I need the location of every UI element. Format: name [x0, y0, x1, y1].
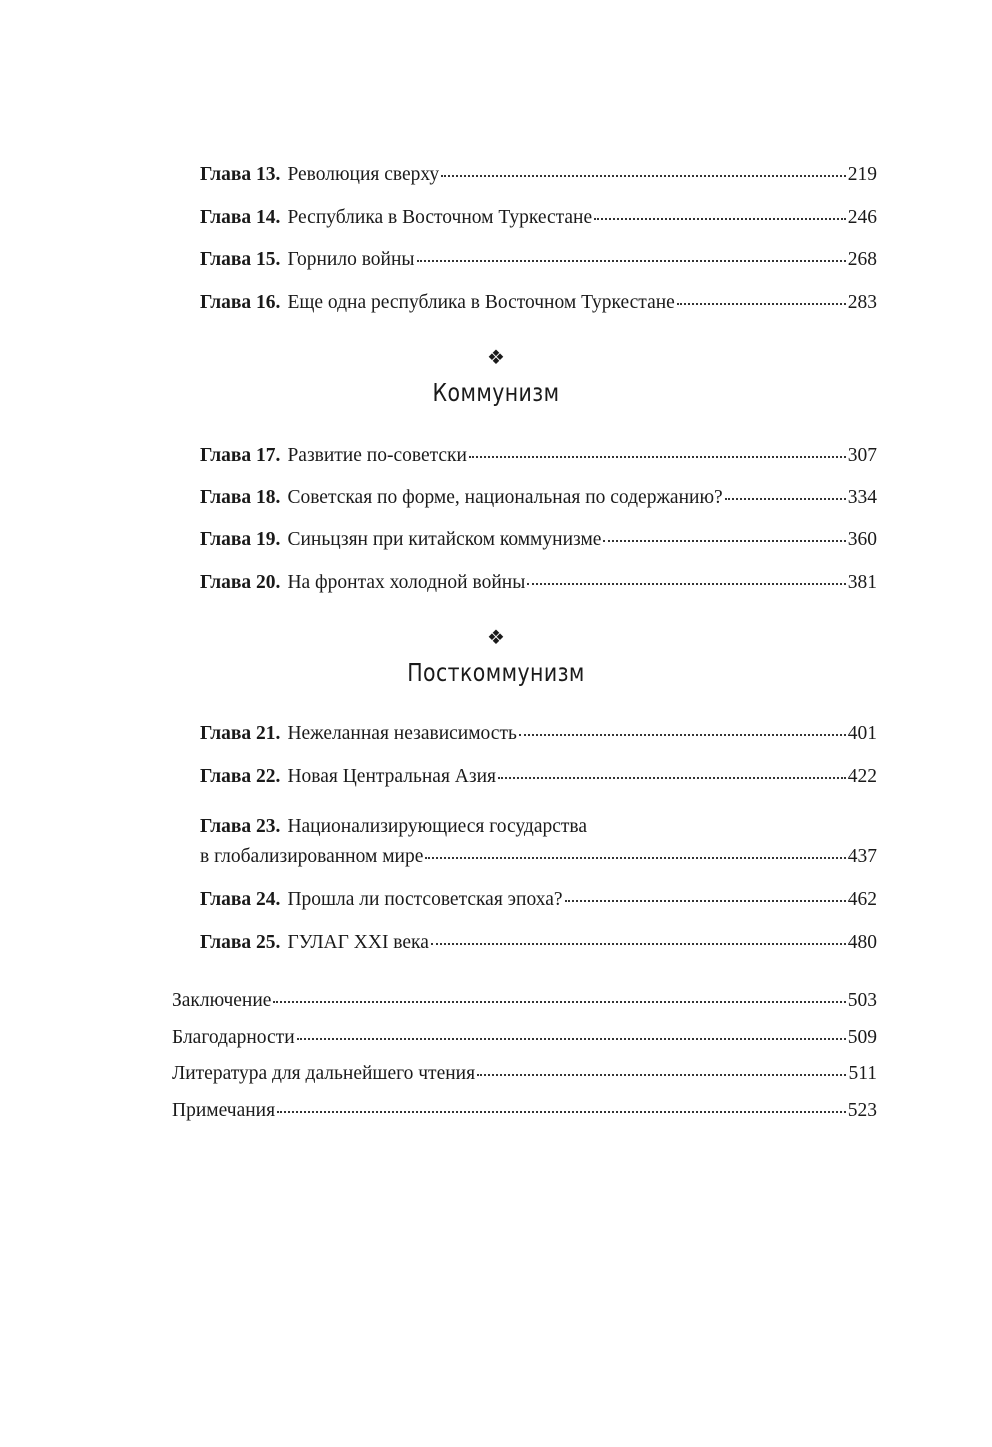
leader-dots — [594, 218, 846, 220]
chapter-line-2 — [200, 842, 877, 872]
page-number: 422 — [847, 766, 877, 787]
toc-entry-ch21[interactable] — [200, 719, 877, 749]
leader-dots — [477, 1074, 846, 1076]
page-number: 219 — [847, 164, 877, 185]
entry-title: Литература для дальнейшего чтения — [172, 1063, 476, 1084]
ornament-icon: ❖ — [487, 625, 505, 649]
chapter-title: Синьцзян при китайском коммунизме — [287, 529, 602, 550]
chapter-title: ГУЛАГ XXI века — [287, 932, 429, 953]
toc-entry-ch18[interactable] — [200, 483, 877, 513]
chapter-label: Глава 24. — [200, 889, 281, 910]
leader-dots — [469, 456, 846, 458]
entry-title: Благодарности — [172, 1027, 295, 1048]
leader-dots — [417, 260, 846, 262]
page-number: 268 — [847, 249, 877, 270]
leader-dots — [519, 734, 846, 736]
chapter-label: Глава 21. — [200, 723, 281, 744]
toc-entry-ch23[interactable] — [200, 812, 877, 872]
chapter-label: Глава 13. — [200, 164, 281, 185]
page-number: 381 — [847, 572, 877, 593]
chapter-label: Глава 16. — [200, 292, 281, 313]
toc-entry-ch13[interactable] — [200, 160, 877, 190]
leader-dots — [297, 1038, 846, 1040]
toc-entry-ch15[interactable] — [200, 245, 877, 275]
leader-dots — [277, 1111, 846, 1113]
chapter-label: Глава 17. — [200, 445, 281, 466]
page-number: 480 — [847, 932, 877, 953]
leader-dots — [603, 540, 845, 542]
entry-title: Примечания — [172, 1100, 276, 1121]
ornament-icon: ❖ — [487, 345, 505, 369]
toc-entry-ch25[interactable] — [200, 928, 877, 958]
leader-dots — [565, 900, 846, 902]
leader-dots — [677, 303, 846, 305]
chapter-title: Новая Центральная Азия — [287, 766, 496, 787]
toc-entry-ch20[interactable] — [200, 568, 877, 598]
page-number: 283 — [847, 292, 877, 313]
toc-entry-ch14[interactable] — [200, 203, 877, 233]
leader-dots — [725, 498, 846, 500]
leader-dots — [425, 857, 845, 859]
toc-entry-ch19[interactable] — [200, 525, 877, 555]
page-number: 511 — [848, 1063, 877, 1084]
chapter-title: Развитие по-советски — [287, 445, 467, 466]
page-number: 462 — [847, 889, 877, 910]
page-number: 503 — [847, 990, 877, 1011]
chapter-title: Горнило войны — [287, 249, 415, 270]
chapter-label: Глава 14. — [200, 207, 281, 228]
toc-entry-ch22[interactable] — [200, 762, 877, 792]
chapter-line-1 — [200, 812, 877, 842]
chapter-label: Глава 15. — [200, 249, 281, 270]
toc-entry-notes[interactable] — [172, 1096, 877, 1126]
chapter-label: Глава 18. — [200, 487, 281, 508]
toc-entry-ch16[interactable] — [200, 288, 877, 318]
toc-entry-ch17[interactable] — [200, 441, 877, 471]
chapter-title: Нежеланная независимость — [287, 723, 517, 744]
chapter-title: Республика в Восточном Туркестане — [287, 207, 593, 228]
page-number: 360 — [847, 529, 877, 550]
chapter-label: Глава 23. — [200, 816, 281, 837]
leader-dots — [431, 943, 846, 945]
toc-entry-conclusion[interactable] — [172, 986, 877, 1016]
chapter-label: Глава 22. — [200, 766, 281, 787]
toc-entry-further-reading[interactable] — [172, 1059, 877, 1089]
page-number: 307 — [847, 445, 877, 466]
leader-dots — [441, 175, 846, 177]
chapter-label: Глава 19. — [200, 529, 281, 550]
entry-title: Заключение — [172, 990, 272, 1011]
leader-dots — [527, 583, 845, 585]
page-number: 509 — [847, 1027, 877, 1048]
toc-entry-ch24[interactable] — [200, 885, 877, 915]
chapter-title-line2: в глобализированном мире — [200, 846, 424, 867]
leader-dots — [498, 777, 846, 779]
chapter-title: Еще одна республика в Восточном Туркестане — [287, 292, 675, 313]
toc-entry-acknowledgements[interactable] — [172, 1023, 877, 1053]
page-number: 437 — [847, 846, 877, 867]
chapter-title: Революция сверху — [287, 164, 440, 185]
section-title-postcommunism: Посткоммунизм — [407, 658, 585, 687]
chapter-title-line1: Национализирующиеся государства — [287, 816, 588, 837]
chapter-label: Глава 25. — [200, 932, 281, 953]
page-number: 246 — [847, 207, 877, 228]
chapter-title: Советская по форме, национальная по содержанию? — [287, 487, 723, 508]
chapter-title: На фронтах холодной войны — [287, 572, 526, 593]
page-number: 334 — [847, 487, 877, 508]
page-number: 401 — [847, 723, 877, 744]
section-title-communism: Коммунизм — [432, 378, 560, 407]
chapter-title: Прошла ли постсоветская эпоха? — [287, 889, 563, 910]
page-number: 523 — [847, 1100, 877, 1121]
leader-dots — [273, 1001, 845, 1003]
chapter-label: Глава 20. — [200, 572, 281, 593]
